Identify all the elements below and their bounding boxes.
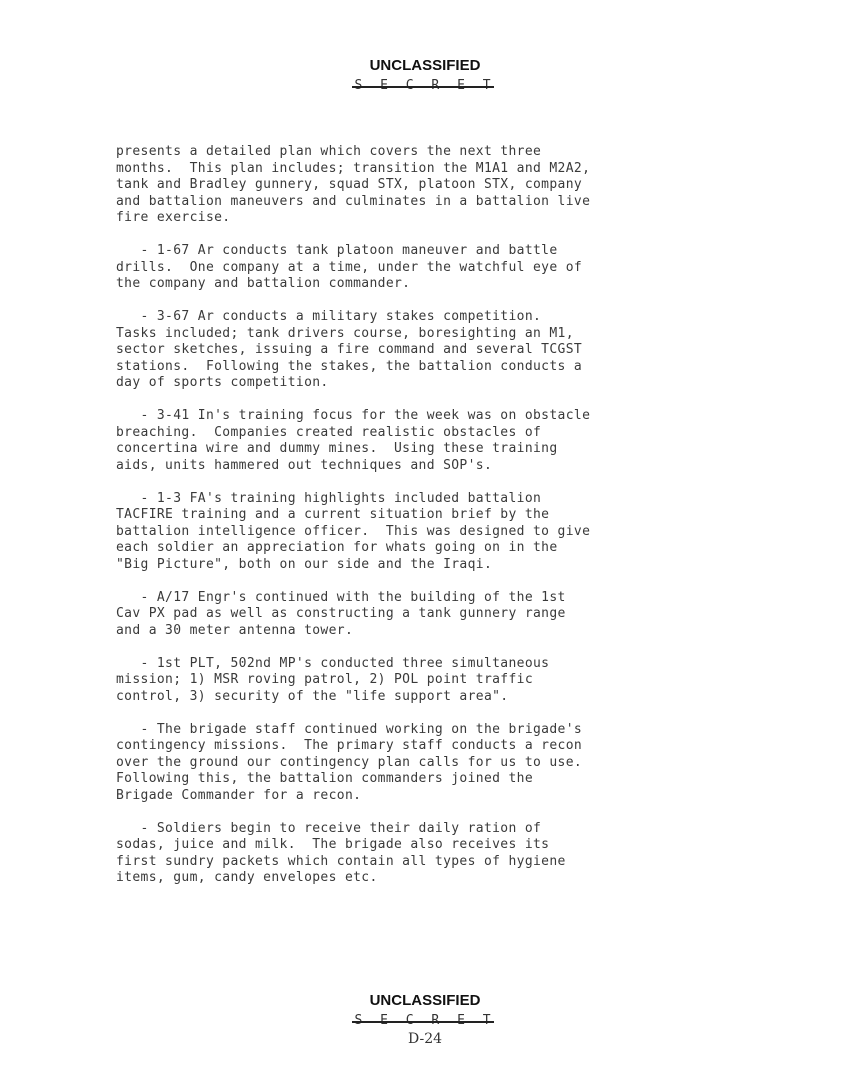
body-paragraph-5: - 1-3 FA's training highlights included battalion TACFIRE training and a current situation brief by the battalion intelligence officer. This was designed to give each soldier an appreciation for whats going on in the "Big Picture", both on our side and the Iraqi. xyxy=(116,490,591,572)
body-paragraph-2: - 1-67 Ar conducts tank platoon maneuver and battle drills. One company at a time, under the watchful eye of the company and battalion commander. xyxy=(116,243,583,291)
body-paragraph-1: presents a detailed plan which covers the next three months. This plan includes; transition the M1A1 and M2A2, tank and Bradley gunnery, squad STX, platoon STX, company and battalion maneuvers and culminates in a battalion live fire exercise. xyxy=(116,144,591,225)
body-paragraph-8: - The brigade staff continued working on the brigade's contingency missions. The primary staff conducts a recon over the ground our contingency plan calls for us to use. Following this, the battalion commanders joined the Brigade Commander for a recon. xyxy=(116,721,583,803)
body-paragraph-6: - A/17 Engr's continued with the building of the 1st Cav PX pad as well as constructing a tank gunnery range and a 30 meter antenna tower. xyxy=(116,589,566,638)
header-classification-label: UNCLASSIFIED xyxy=(369,57,481,74)
footer-classification-label: UNCLASSIFIED xyxy=(369,992,481,1009)
body-paragraph-3: - 3-67 Ar conducts a military stakes competition. Tasks included; tank drivers course, boresighting an M1, sector sketches, issuing a fire command and several TCGST stations. Following the stakes, the battalion conducts a day of sports competition. xyxy=(116,309,583,390)
body-paragraph-4: - 3-41 In's training focus for the week was on obstacle breaching. Companies created realistic obstacles of concertina wire and dummy mines. Using these training aids, units hammered out techniques and SOP's. xyxy=(116,408,591,473)
footer-classification-block xyxy=(0,992,850,1047)
footer-struck-marking: S E C R E T xyxy=(354,1013,496,1028)
body-paragraph-9: - Soldiers begin to receive their daily ration of sodas, juice and milk. The brigade also receives its first sundry packets which contain all types of hygiene items, gum, candy envelopes etc. xyxy=(116,820,566,885)
header-classification-block xyxy=(0,57,850,93)
page-number: D-24 xyxy=(407,1031,443,1047)
body-paragraph-7: - 1st PLT, 502nd MP's conducted three simultaneous mission; 1) MSR roving patrol, 2) POL point traffic control, 3) security of the "life support area". xyxy=(116,655,550,704)
document-body xyxy=(116,144,716,903)
header-struck-marking: S E C R E T xyxy=(354,78,496,93)
